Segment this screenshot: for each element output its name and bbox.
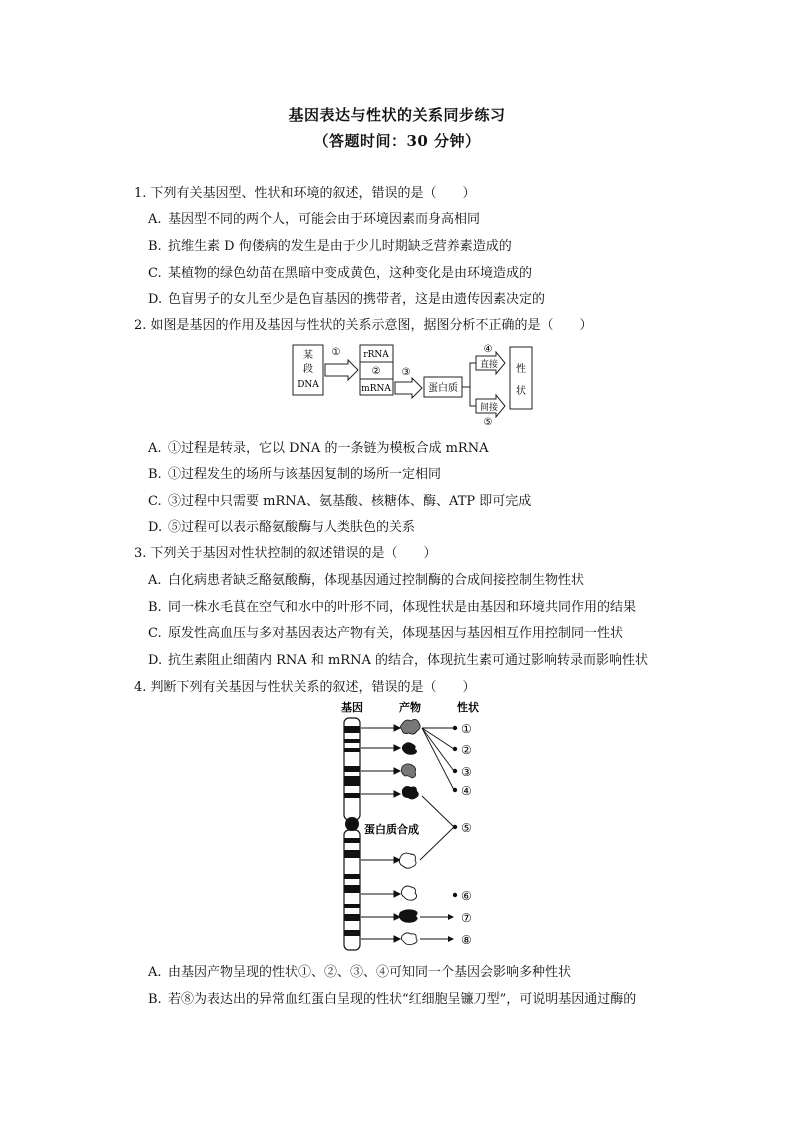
trait-4: ④ bbox=[461, 784, 472, 798]
dna-label-1: 某 bbox=[303, 350, 313, 361]
question-4-stem: 4. 判断下列有关基因与性状关系的叙述，错误的是（ ） bbox=[134, 680, 476, 695]
arrow-1-icon bbox=[325, 360, 358, 380]
dna-label-3: DNA bbox=[297, 380, 319, 390]
product-blob-5-icon bbox=[399, 853, 416, 868]
trait-label-2: 状 bbox=[516, 386, 526, 397]
step-5-label: ⑤ bbox=[483, 417, 493, 428]
chromosome-gene-trait-diagram bbox=[330, 698, 490, 952]
rrna-label: rRNA bbox=[363, 350, 389, 360]
product-blob-8-icon bbox=[401, 933, 417, 945]
q1-option-c: C. 某植物的绿色幼苗在黑暗中变成黄色，这种变化是由环境造成的 bbox=[148, 266, 533, 281]
step-4-label: ④ bbox=[483, 344, 493, 355]
centromere-icon bbox=[345, 817, 359, 831]
product-blob-7-icon bbox=[399, 909, 418, 922]
header-trait: 性状 bbox=[457, 701, 479, 714]
trait-3: ③ bbox=[461, 765, 472, 779]
question-1-stem: 1. 下列有关基因型、性状和环境的叙述，错误的是（ ） bbox=[134, 186, 476, 201]
q4-option-b: B. 若⑧为表达出的异常血红蛋白呈现的性状“红细胞呈镰刀型”，可说明基因通过酶的 bbox=[148, 992, 637, 1007]
trait-1: ① bbox=[461, 722, 472, 736]
trait-6: ⑥ bbox=[461, 889, 472, 903]
trait-8: ⑧ bbox=[461, 933, 472, 947]
question-2-stem: 2. 如图是基因的作用及基因与性状的关系示意图，据图分析不正确的是（ ） bbox=[134, 318, 593, 333]
indirect-label: 间接 bbox=[479, 403, 499, 413]
header-gene: 基因 bbox=[341, 701, 363, 714]
product-blob-6-icon bbox=[401, 886, 416, 900]
protein-synthesis-label: 蛋白质合成 bbox=[364, 823, 419, 836]
dna-label-2: 段 bbox=[303, 364, 313, 375]
product-blob-4-icon bbox=[402, 786, 419, 800]
step-1-label: ① bbox=[331, 347, 341, 358]
question-3-stem: 3. 下列关于基因对性状控制的叙述错误的是（ ） bbox=[134, 546, 437, 561]
header-product: 产物 bbox=[399, 701, 421, 714]
protein-label: 蛋白质 bbox=[428, 383, 458, 394]
trait-label-1: 性 bbox=[516, 364, 526, 375]
page-subtitle: （答题时间：30 分钟） bbox=[313, 132, 481, 150]
q2-option-a: A. ①过程是转录，它以 DNA 的一条链为模板合成 mRNA bbox=[148, 441, 489, 456]
q3-option-d: D. 抗生素阻止细菌内 RNA 和 mRNA 的结合，体现抗生素可通过影响转录而影响性状 bbox=[148, 653, 648, 668]
step-3-label: ③ bbox=[401, 367, 411, 378]
trait-2: ② bbox=[461, 743, 472, 757]
step-2-label: ② bbox=[371, 366, 381, 377]
product-blob-3-icon bbox=[401, 764, 415, 778]
gene-expression-flow-diagram bbox=[290, 342, 540, 428]
trait-5: ⑤ bbox=[461, 821, 472, 835]
q2-option-b: B. ①过程发生的场所与该基因复制的场所一定相同 bbox=[148, 467, 442, 482]
trait-7: ⑦ bbox=[461, 911, 472, 925]
q3-option-c: C. 原发性高血压与多对基因表达产物有关，体现基因与基因相互作用控制同一性状 bbox=[148, 626, 624, 641]
direct-label: 直接 bbox=[479, 360, 499, 370]
q2-option-d: D. ⑤过程可以表示酪氨酸酶与人类肤色的关系 bbox=[148, 520, 416, 535]
product-blob-1-icon bbox=[401, 719, 421, 734]
product-blob-2-icon bbox=[402, 742, 417, 755]
arrow-3-icon bbox=[395, 378, 422, 398]
q3-option-a: A. 白化病患者缺乏酪氨酸酶，体现基因通过控制酶的合成间接控制生物性状 bbox=[148, 573, 585, 588]
mrna-label: mRNA bbox=[361, 384, 391, 394]
q1-option-a: A. 基因型不同的两个人，可能会由于环境因素而身高相同 bbox=[148, 212, 481, 227]
q2-option-c: C. ③过程中只需要 mRNA、氨基酸、核糖体、酶、ATP 即可完成 bbox=[148, 494, 532, 509]
q3-option-b: B. 同一株水毛茛在空气和水中的叶形不同，体现性状是由基因和环境共同作用的结果 bbox=[148, 600, 637, 615]
page-title: 基因表达与性状的关系同步练习 bbox=[288, 106, 506, 124]
q4-option-a: A. 由基因产物呈现的性状①、②、③、④可知同一个基因会影响多种性状 bbox=[148, 965, 572, 980]
q1-option-d: D. 色盲男子的女儿至少是色盲基因的携带者，这是由遗传因素决定的 bbox=[148, 292, 546, 307]
q1-option-b: B. 抗维生素 D 佝偻病的发生是由于少儿时期缺乏营养素造成的 bbox=[148, 239, 512, 254]
